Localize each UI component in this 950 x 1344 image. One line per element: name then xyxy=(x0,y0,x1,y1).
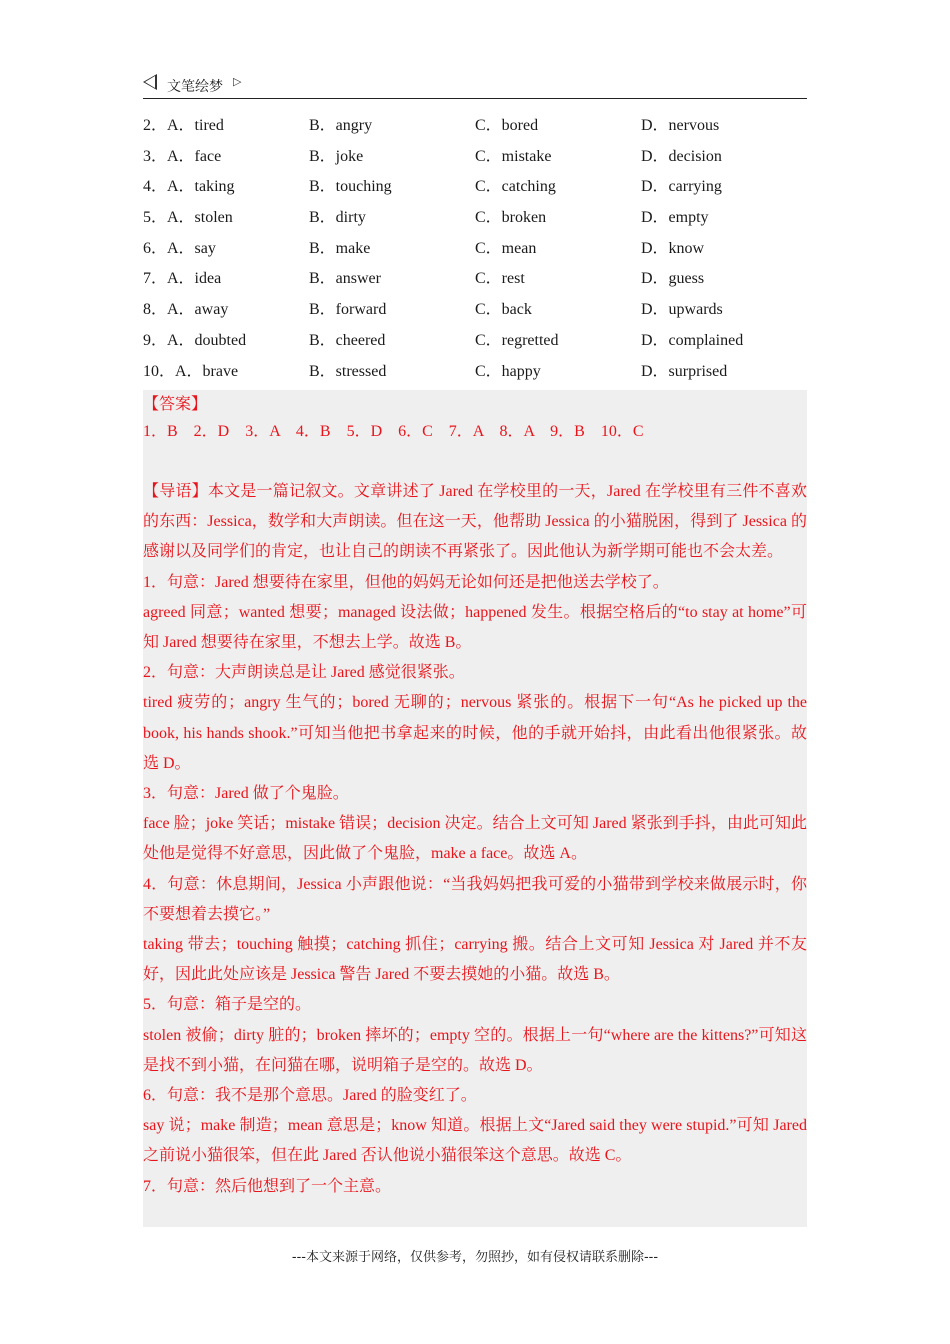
explanation-paragraph: 2．句意：大声朗读总是让 Jared 感觉很紧张。 xyxy=(143,664,465,682)
brand-name: 文笔绘梦 xyxy=(167,79,223,95)
option-cell: D．guess xyxy=(641,270,705,288)
option-cell: B．forward xyxy=(309,301,387,319)
footer-note: ---本文来源于网络，仅供参考，勿照抄，如有侵权请联系删除--- xyxy=(291,1250,659,1265)
option-row xyxy=(143,295,807,326)
option-cell: B．touching xyxy=(309,178,392,196)
option-cell: B．cheered xyxy=(309,331,386,349)
option-row xyxy=(143,234,807,265)
option-cell: C．broken xyxy=(475,209,547,227)
explanation-paragraph: 3．句意：Jared 做了个鬼脸。 xyxy=(143,785,349,803)
option-cell: B．dirty xyxy=(309,209,366,227)
option-cell: C．mistake xyxy=(475,147,552,165)
explanation-paragraph: tired 疲劳的；angry 生气的；bored 无聊的；nervous 紧张的。根据下一句“As he picked up the book, his hands shook.”可知当他把书拿起来的时候，他的手就开始抖，由此看出他很紧张。故选 D。 xyxy=(143,694,807,772)
options-list xyxy=(143,111,807,387)
page-header xyxy=(143,70,807,99)
option-cell: D．decision xyxy=(641,147,722,165)
explanation-paragraph: 【导语】本文是一篇记叙文。文章讲述了 Jared 在学校里的一天，Jared 在学校里有三件不喜欢的东西：Jessica，数学和大声朗读。但在这一天，他帮助 Jessica 的小猫脱困，得到了 Jessica 的感谢以及同学们的肯定，也让自己的朗读不再紧张了。因此他认为新学期可能也不会太差。 xyxy=(143,483,807,561)
option-cell: D．know xyxy=(641,239,705,257)
option-cell: 4．A．taking xyxy=(143,178,235,196)
option-row xyxy=(143,357,807,388)
option-cell: D．nervous xyxy=(641,117,720,134)
explanation-paragraph: 1．句意：Jared 想要待在家里，但他的妈妈无论如何还是把他送去学校了。 xyxy=(143,573,669,591)
answer-title: 【答案】 xyxy=(143,394,208,413)
option-cell: 3．A．face xyxy=(143,147,222,165)
option-cell: 7．A．idea xyxy=(143,270,222,288)
option-row xyxy=(143,142,807,173)
explanation-paragraph: 5．句意：箱子是空的。 xyxy=(143,996,312,1014)
option-cell: B．answer xyxy=(309,270,381,288)
option-cell: C．happy xyxy=(475,362,541,380)
option-cell: C．back xyxy=(475,301,532,319)
left-triangle-icon xyxy=(143,74,157,90)
option-cell: 9．A．doubted xyxy=(143,331,247,349)
explanation-paragraph: 6．句意：我不是那个意思。Jared 的脸变红了。 xyxy=(143,1087,477,1105)
option-cell: B．joke xyxy=(309,147,364,165)
option-cell: D．empty xyxy=(641,209,709,227)
option-cell: C．rest xyxy=(475,270,525,288)
answer-keys: 1．B 2．D 3．A 4．B 5．D 6．C 7．A 8．A 9．B 10．C xyxy=(143,423,644,440)
explanation-paragraph: 4．句意：休息期间，Jessica 小声跟他说：“当我妈妈把我可爱的小猫带到学校来做展示时，你不要想着去摸它。” xyxy=(143,875,807,923)
explanation xyxy=(143,477,807,1202)
right-triangle-icon: ▷ xyxy=(233,75,242,88)
option-row xyxy=(143,264,807,295)
explanation-paragraph: agreed 同意；wanted 想要；managed 设法做；happened 发生。根据空格后的“to stay at home”可知 Jared 想要待在家里，不想去上学。故选 B。 xyxy=(143,603,807,652)
explanation-paragraph: taking 带去；touching 触摸；catching 抓住；carrying 搬。结合上文可知 Jessica 对 Jared 并不友好，因此此处应该是 Jessica 警告 Jared 不要去摸她的小猫。故选 B。 xyxy=(143,936,807,984)
option-cell: C．bored xyxy=(475,117,539,134)
option-cell: B．make xyxy=(309,239,371,257)
explanation-paragraph: face 脸；joke 笑话；mistake 错误；decision 决定。结合上文可知 Jared 紧张到手抖，由此可知此处他是觉得不好意思，因此做了个鬼脸，make a face。故选 A。 xyxy=(143,815,807,863)
option-cell: C．mean xyxy=(475,239,537,257)
option-cell: B．angry xyxy=(309,117,373,134)
option-cell: B．stressed xyxy=(309,362,387,380)
explanation-paragraph: say 说；make 制造；mean 意思是；know 知道。根据上文“Jared said they were stupid.”可知 Jared 之前说小猫很笨，但在此 Jared 否认他说小猫很笨这个意思。故选 C。 xyxy=(143,1117,807,1165)
option-cell: 8．A．away xyxy=(143,301,229,319)
explanation-paragraph: 7．句意：然后他想到了一个主意。 xyxy=(143,1177,392,1195)
explanation-paragraph: stolen 被偷；dirty 脏的；broken 摔坏的；empty 空的。根据上一句“where are the kittens?”可知这是找不到小猫，在问猫在哪，说明箱子是空的。故选 D。 xyxy=(143,1026,807,1074)
option-cell: 5．A．stolen xyxy=(143,209,233,227)
option-cell: 10．A．brave xyxy=(143,362,239,380)
option-row xyxy=(143,111,807,142)
option-cell: C．regretted xyxy=(475,331,559,349)
option-cell: 2．A．tired xyxy=(143,117,224,134)
option-row xyxy=(143,326,807,357)
option-cell: D．carrying xyxy=(641,178,722,196)
option-row xyxy=(143,172,807,203)
option-cell: D．upwards xyxy=(641,301,723,319)
option-cell: D．surprised xyxy=(641,362,728,380)
option-cell: C．catching xyxy=(475,178,556,196)
option-row xyxy=(143,203,807,234)
option-cell: D．complained xyxy=(641,331,744,349)
option-cell: 6．A．say xyxy=(143,239,216,257)
